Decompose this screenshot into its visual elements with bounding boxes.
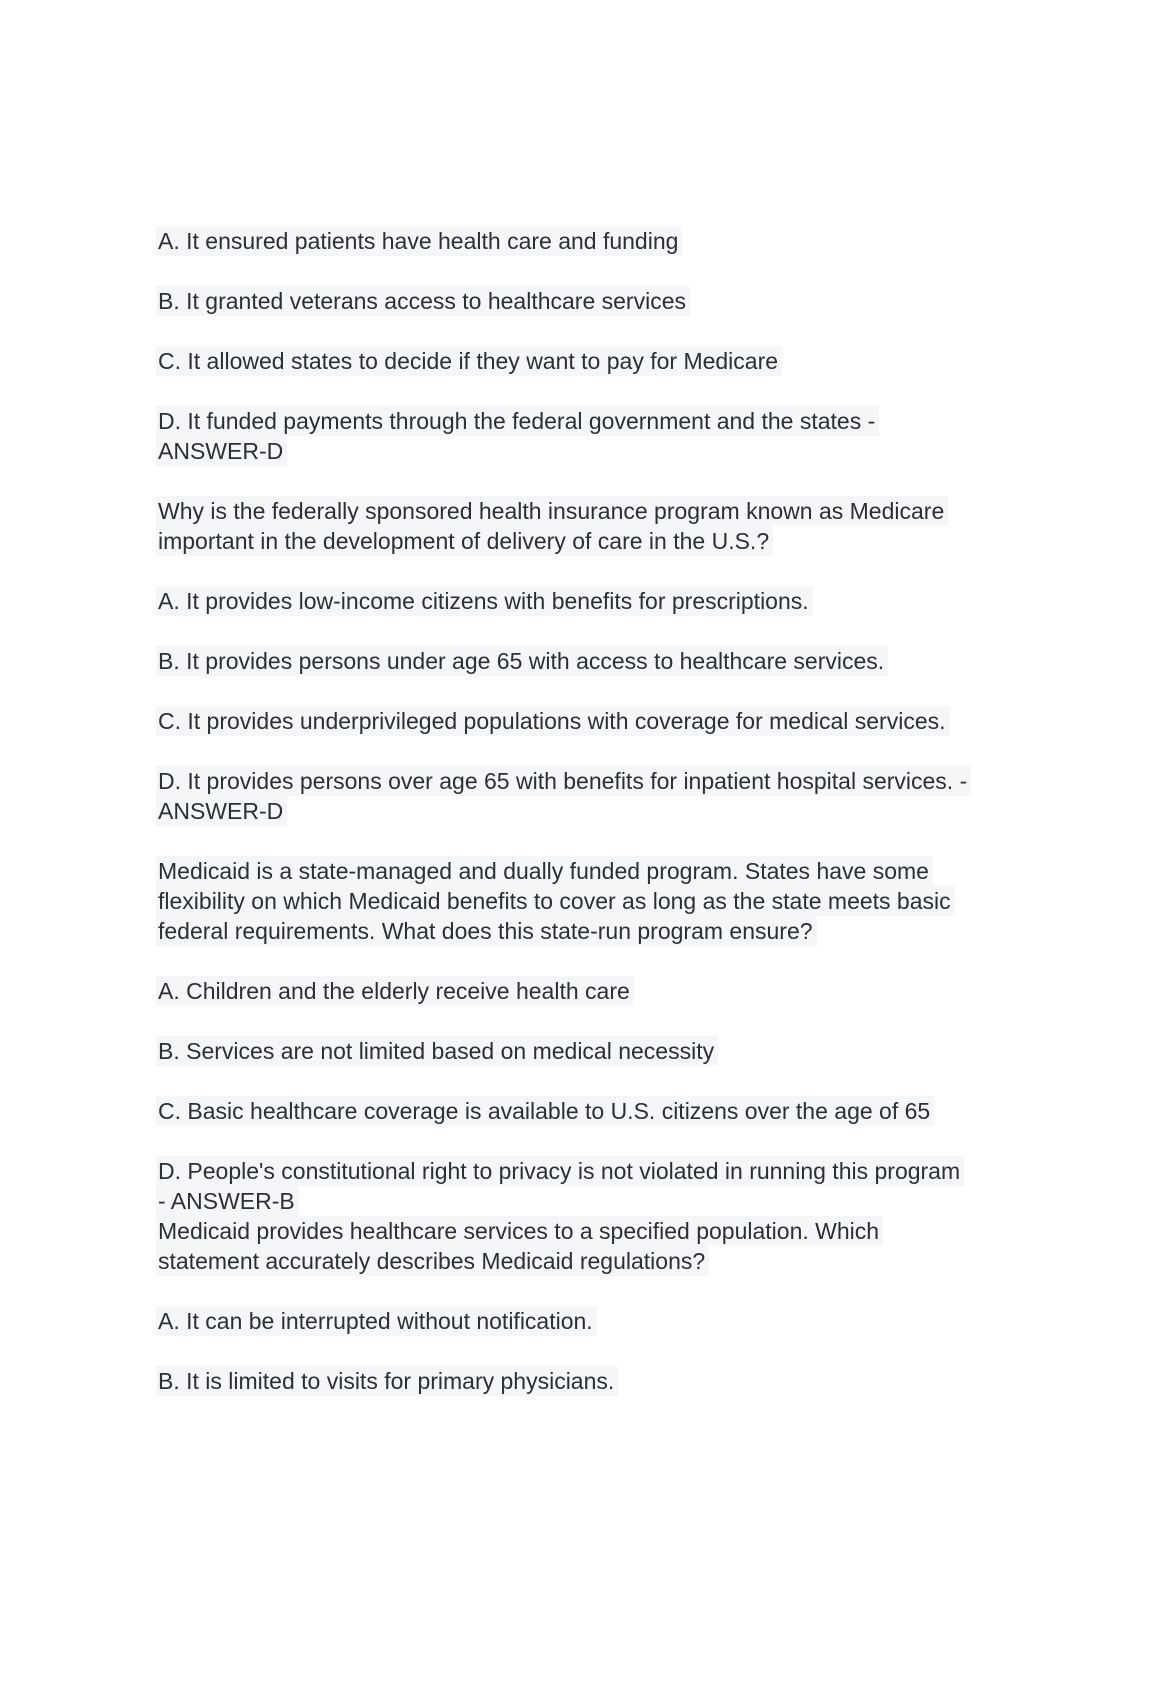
question-text xyxy=(156,856,1016,946)
text-line: A. It can be interrupted without notification. xyxy=(156,1306,597,1336)
text-line: D. It provides persons over age 65 with benefits for inpatient hospital services. - xyxy=(156,766,971,796)
question-text xyxy=(156,1216,1016,1276)
answer-option xyxy=(156,286,1016,316)
text-line: flexibility on which Medicaid benefits to cover as long as the state meets basic xyxy=(156,886,955,916)
answer-option xyxy=(156,1036,1016,1066)
answer-key: - ANSWER-B xyxy=(156,1186,299,1216)
text-line: D. It funded payments through the federal government and the states - xyxy=(156,406,879,436)
text-line: Medicaid provides healthcare services to a specified population. Which xyxy=(156,1216,883,1246)
answer-option xyxy=(156,1096,1016,1126)
answer-option xyxy=(156,226,1016,256)
answer-key: ANSWER-D xyxy=(156,436,287,466)
text-line: statement accurately describes Medicaid regulations? xyxy=(156,1246,709,1276)
answer-option xyxy=(156,406,1016,466)
text-line: Why is the federally sponsored health insurance program known as Medicare xyxy=(156,496,948,526)
answer-option xyxy=(156,1366,1016,1396)
answer-option xyxy=(156,976,1016,1006)
text-line: C. It provides underprivileged populations with coverage for medical services. xyxy=(156,706,950,736)
answer-option xyxy=(156,646,1016,676)
answer-option xyxy=(156,1306,1016,1336)
text-line: B. It is limited to visits for primary physicians. xyxy=(156,1366,618,1396)
text-line: B. It granted veterans access to healthcare services xyxy=(156,286,690,316)
text-line: Medicaid is a state-managed and dually funded program. States have some xyxy=(156,856,933,886)
answer-key: ANSWER-D xyxy=(156,796,287,826)
text-line: C. It allowed states to decide if they want to pay for Medicare xyxy=(156,346,782,376)
text-line: D. People's constitutional right to privacy is not violated in running this program xyxy=(156,1156,964,1186)
document-page xyxy=(156,226,1016,1396)
text-line: A. Children and the elderly receive health care xyxy=(156,976,634,1006)
answer-option xyxy=(156,706,1016,736)
answer-option xyxy=(156,1156,1016,1216)
answer-option xyxy=(156,346,1016,376)
question-text xyxy=(156,496,1016,556)
text-line: A. It provides low-income citizens with benefits for prescriptions. xyxy=(156,586,813,616)
text-line: important in the development of delivery of care in the U.S.? xyxy=(156,526,773,556)
answer-option xyxy=(156,766,1016,826)
text-line: B. Services are not limited based on medical necessity xyxy=(156,1036,718,1066)
text-line: federal requirements. What does this state-run program ensure? xyxy=(156,916,817,946)
text-line: A. It ensured patients have health care and funding xyxy=(156,226,682,256)
answer-option xyxy=(156,586,1016,616)
text-line: C. Basic healthcare coverage is available to U.S. citizens over the age of 65 xyxy=(156,1096,934,1126)
text-line: B. It provides persons under age 65 with access to healthcare services. xyxy=(156,646,888,676)
